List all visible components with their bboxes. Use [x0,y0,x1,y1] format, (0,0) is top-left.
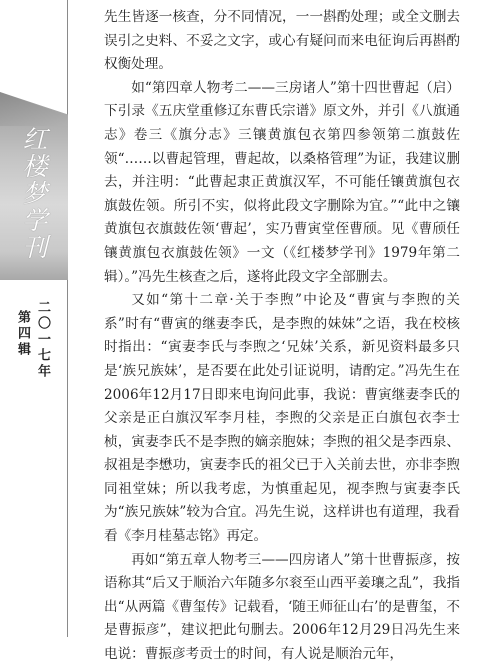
issue-number: 第四辑 [15,310,30,358]
paragraph: 先生皆逐一核查，分不同情况，一一斟酌处理；或全文删去误引之史料、不妥之文字，或心有疑问而来电征询后再斟酌权衡处理。 [104,9,460,73]
article-body [104,6,460,667]
band-fold-shade [0,92,68,126]
issue-year: 二〇一七年 [35,300,50,380]
journal-title: 红楼梦学刊 [19,126,48,261]
issue-label [12,300,52,380]
margin-rule [67,0,68,637]
paragraph: 又如“第十二章·关于李煦”中论及“曹寅与李煦的关系”时有“曹寅的继妻李氏，是李煦的妹妹”之语，我在校核时指出：“寅妻李氏与李煦之‘兄妹’关系，新见资料最多只是‘族兄族妹’，是否要在此处引证说明，请酌定。”冯先生在2006年12月17日即来电询问此事，我说：曹寅继妻李氏的父亲是正白旗汉军李月桂，李煦的父亲是正白旗包衣李士桢，寅妻李氏不是李煦的嫡亲胞妹；李煦的祖父是李西泉、叔祖是李懋功，寅妻李氏的祖父已于入关前去世，亦非李煦同祖堂妹；所以我考虑，为慎重起见，视李煦与寅妻李氏为“族兄族妹”较为合宜。冯先生说，这样讲也有道理，我看看《李月桂墓志铭》再定。 [104,292,460,545]
paragraph: 如“第四章人物考二——三房诸人”第十四世曹起（启）下引录《五庆堂重修辽东曹氏宗谱》原文外，并引《八旗通志》卷三《旗分志》三镶黄旗包衣第四参领第二旗鼓佐领“……以曹起管理，曹起故，以桑格管理”为证，我建议删去，并注明：“此曹起隶正黄旗汉军，不可能任镶黄旗包衣旗鼓佐领。所引不实，似将此段文字删除为宜。”“此中之镶黄旗包衣旗鼓佐领‘曹起’，实乃曹寅堂侄曹颀。见《曹颀任镶黄旗包衣旗鼓佐领》一文（《红楼梦学刊》1979年第二辑）。”冯先生核查之后，遂将此段文字全部删去。 [104,79,460,285]
paragraph: 再如“第五章人物考三——四房诸人”第十世曹振彦，按语称其“后又于顺治六年随多尔衮至山西平姜瓖之乱”，我指出“从两篇《曹玺传》记载看，‘随王师征山右’的是曹玺，不是曹振彦”，建议把此句删去。2006年12月29日冯先生来电说：曹振彦考贡士的时间，有人说是顺治元年， [104,551,460,663]
